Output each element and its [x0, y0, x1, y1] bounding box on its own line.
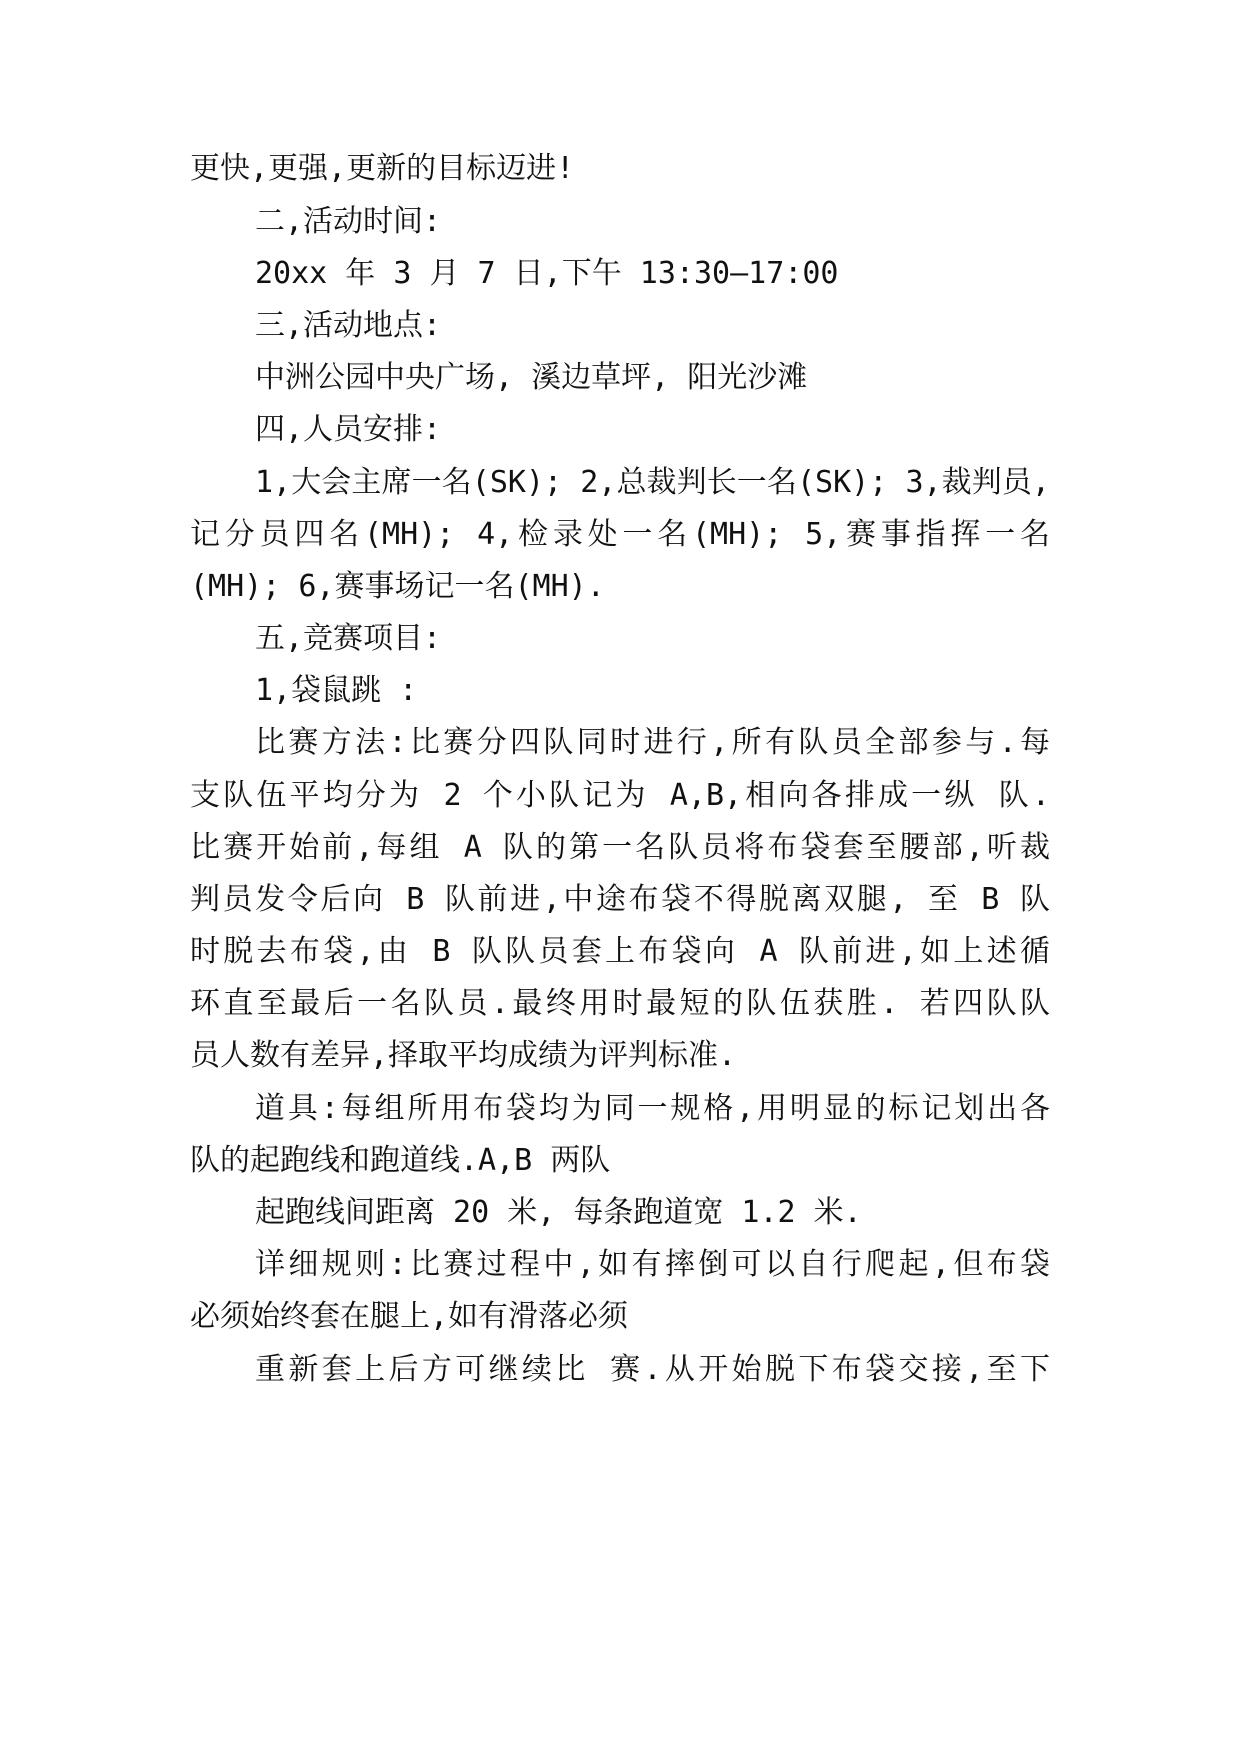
section-heading-time: 二,活动时间: [255, 204, 442, 239]
text-line-method-7: 员人数有差异,择取平均成绩为评判标准. [190, 1038, 737, 1073]
section-heading-location: 三,活动地点: [255, 308, 442, 343]
text-line-staff-1: 1,大会主席一名(SK); 2,总裁判长一名(SK); 3,裁判员, [255, 465, 1050, 500]
section-heading-staff: 四,人员安排: [255, 412, 442, 447]
text-line-method-1: 比赛方法:比赛分四队同时进行,所有队员全部参与.每 [255, 725, 1050, 760]
text-line-rules-1: 详细规则:比赛过程中,如有摔倒可以自行爬起,但布袋 [255, 1247, 1050, 1282]
text-line-1: 更快,更强,更新的目标迈进! [190, 151, 575, 186]
text-line-method-2: 支队伍平均分为 2 个小队记为 A,B,相向各排成一纵 队. [190, 778, 1050, 813]
text-line-method-5: 时脱去布袋,由 B 队队员套上布袋向 A 队前进,如上述循 [190, 934, 1050, 969]
text-line-time: 20xx 年 3 月 7 日,下午 13:30—17:00 [255, 256, 839, 291]
text-line-method-4: 判员发令后向 B 队前进,中途布袋不得脱离双腿, 至 B 队 [190, 882, 1050, 917]
text-line-props-1: 道具:每组所用布袋均为同一规格,用明显的标记划出各 [255, 1091, 1050, 1126]
text-line-staff-2: 记分员四名(MH); 4,检录处一名(MH); 5,赛事指挥一名 [190, 517, 1050, 552]
section-heading-events: 五,竞赛项目: [255, 621, 442, 656]
text-line-location: 中洲公园中央广场, 溪边草坪, 阳光沙滩 [255, 360, 808, 395]
text-line-rules-2: 必须始终套在腿上,如有滑落必须 [190, 1299, 629, 1334]
text-line-rules-3: 重新套上后方可继续比 赛.从开始脱下布袋交接,至下 [255, 1352, 1050, 1387]
text-line-props-3: 起跑线间距离 20 米, 每条跑道宽 1.2 米. [255, 1195, 862, 1230]
text-line-props-2: 队的起跑线和跑道线.A,B 两队 [190, 1143, 611, 1178]
text-line-method-6: 环直至最后一名队员.最终用时最短的队伍获胜. 若四队队 [190, 986, 1050, 1021]
text-line-staff-3: (MH); 6,赛事场记一名(MH). [190, 569, 605, 604]
text-line-method-3: 比赛开始前,每组 A 队的第一名队员将布袋套至腰部,听裁 [190, 830, 1050, 865]
event-title-kangaroo: 1,袋鼠跳 : [255, 673, 418, 708]
